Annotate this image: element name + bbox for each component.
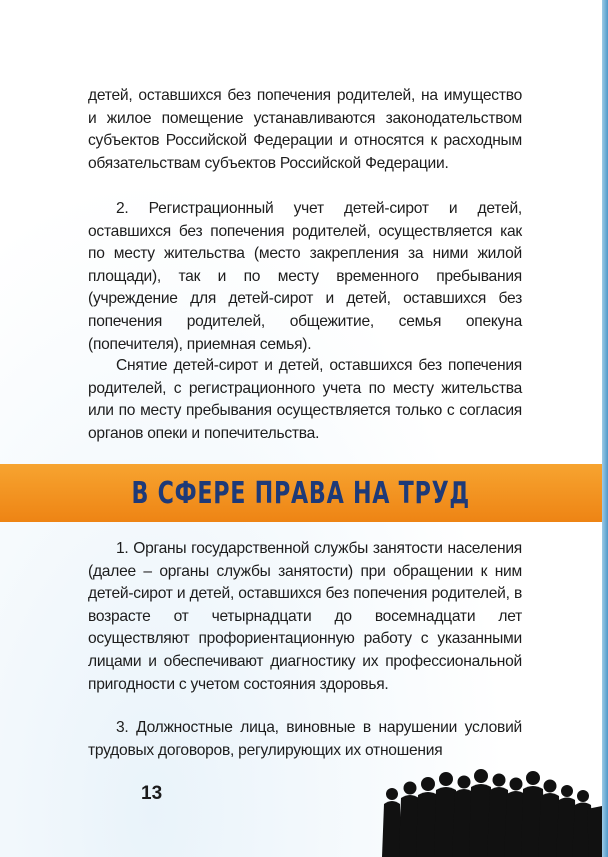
people-silhouette-icon: [382, 764, 602, 857]
paragraph-officials-liability: 3. Должностные лица, виновные в нарушении условий трудовых договоров, регулирующих их отношения: [88, 719, 522, 759]
page-number: 13: [141, 783, 163, 804]
paragraph-property-rights: детей, оставшихся без попечения родителей, на имущество и жилое помещение устанавливаются законодательством субъектов Российской Федерации и относятся к расходным обязательствам субъектов Российской Федерации.: [88, 87, 522, 172]
paragraph-registration: 2. Регистрационный учет детей-сирот и детей, оставшихся без попечения родителей, осуществляется как по месту жительства (место закрепления за ними жилой площади), так и по месту временного пребывания (учреждение для детей-сирот и детей, оставшихся без попечения родителей, общежитие, семья опекуна (попечителя), приемная семья).: [88, 200, 522, 353]
section-banner: [0, 464, 602, 522]
page-edge-decoration: [602, 0, 608, 857]
paragraph-deregistration: Снятие детей-сирот и детей, оставшихся без попечения родителей, с регистрационного учета по месту жительства или по месту пребывания осуществляется только с согласия органов опеки и попечительства.: [88, 357, 522, 442]
section-title: В СФЕРЕ ПРАВА НА ТРУД: [131, 475, 471, 511]
paragraph-employment-services: 1. Органы государственной службы занятости населения (далее – органы службы занятости) при обращении к ним детей-сирот и детей, оставшихся без попечения родителей, в возрасте от четырнадцати до восемнадцати лет осуществляют профориентационную работу с указанными лицами и обеспечивают диагностику их профессиональной пригодности с учетом состояния здоровья.: [88, 540, 522, 693]
